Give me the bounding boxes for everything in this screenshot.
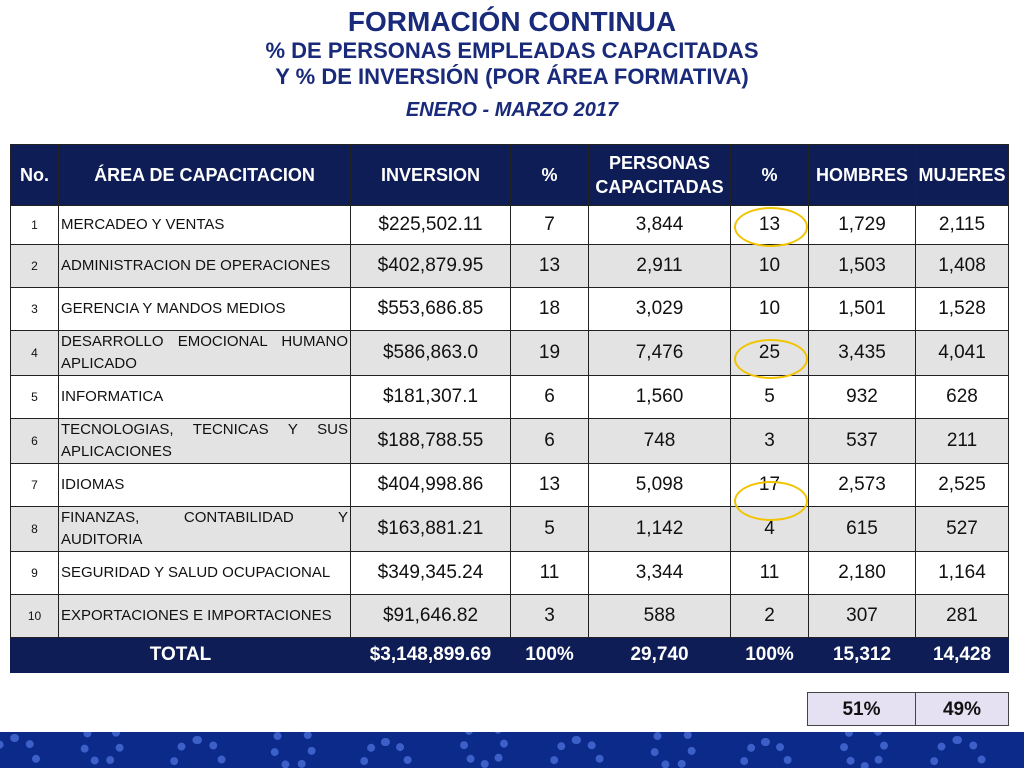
cell-no: 1 bbox=[11, 206, 59, 245]
cell-area: SEGURIDAD Y SALUD OCUPACIONAL bbox=[59, 552, 351, 595]
total-hombres: 15,312 bbox=[809, 638, 916, 673]
decorative-gear-band bbox=[0, 732, 1024, 768]
total-label: TOTAL bbox=[11, 638, 351, 673]
gear-icon bbox=[930, 736, 986, 768]
cell-hombres: 1,503 bbox=[809, 245, 916, 288]
cell-hombres: 1,729 bbox=[809, 206, 916, 245]
table-header-row bbox=[11, 145, 1009, 206]
cell-pct-inversion: 13 bbox=[511, 464, 589, 507]
cell-no: 4 bbox=[11, 331, 59, 376]
header-personas: PERSONAS CAPACITADAS bbox=[589, 145, 731, 206]
total-inversion: $3,148,899.69 bbox=[351, 638, 511, 673]
cell-area: FINANZAS, CONTABILIDAD Y AUDITORIA bbox=[59, 507, 351, 552]
cell-area: INFORMATICA bbox=[59, 376, 351, 419]
table-row bbox=[11, 376, 1009, 419]
cell-pct-personas: 2 bbox=[731, 595, 809, 638]
cell-hombres: 2,573 bbox=[809, 464, 916, 507]
cell-hombres: 537 bbox=[809, 419, 916, 464]
cell-pct-inversion: 3 bbox=[511, 595, 589, 638]
table-row bbox=[11, 595, 1009, 638]
cell-personas: 588 bbox=[589, 595, 731, 638]
table-row bbox=[11, 288, 1009, 331]
highlight-circle-row-1 bbox=[734, 207, 808, 247]
cell-hombres: 932 bbox=[809, 376, 916, 419]
header-pct-inversion: % bbox=[511, 145, 589, 206]
cell-pct-inversion: 19 bbox=[511, 331, 589, 376]
cell-inversion: $586,863.0 bbox=[351, 331, 511, 376]
cell-inversion: $225,502.11 bbox=[351, 206, 511, 245]
gear-icon bbox=[80, 732, 124, 766]
gear-icon bbox=[550, 736, 604, 768]
gear-icon bbox=[460, 732, 508, 768]
cell-pct-inversion: 13 bbox=[511, 245, 589, 288]
hombres-percentage: 51% bbox=[807, 692, 916, 726]
cell-inversion: $181,307.1 bbox=[351, 376, 511, 419]
cell-pct-inversion: 11 bbox=[511, 552, 589, 595]
training-table bbox=[10, 144, 1009, 673]
cell-pct-inversion: 18 bbox=[511, 288, 589, 331]
cell-no: 9 bbox=[11, 552, 59, 595]
cell-hombres: 307 bbox=[809, 595, 916, 638]
cell-pct-personas: 10 bbox=[731, 288, 809, 331]
cell-pct-personas: 5 bbox=[731, 376, 809, 419]
cell-no: 8 bbox=[11, 507, 59, 552]
cell-area: GERENCIA Y MANDOS MEDIOS bbox=[59, 288, 351, 331]
cell-mujeres: 628 bbox=[916, 376, 1009, 419]
cell-personas: 5,098 bbox=[589, 464, 731, 507]
cell-pct-personas: 3 bbox=[731, 419, 809, 464]
cell-mujeres: 1,164 bbox=[916, 552, 1009, 595]
gear-icon bbox=[270, 732, 316, 768]
cell-inversion: $349,345.24 bbox=[351, 552, 511, 595]
page-subtitle-1: % DE PERSONAS EMPLEADAS CAPACITADAS bbox=[265, 38, 759, 63]
cell-area: DESARROLLO EMOCIONAL HUMANO APLICADO bbox=[59, 331, 351, 376]
cell-pct-personas: 25 bbox=[731, 331, 809, 376]
cell-pct-inversion: 7 bbox=[511, 206, 589, 245]
cell-area: IDIOMAS bbox=[59, 464, 351, 507]
cell-no: 5 bbox=[11, 376, 59, 419]
cell-area: ADMINISTRACION DE OPERACIONES bbox=[59, 245, 351, 288]
cell-personas: 7,476 bbox=[589, 331, 731, 376]
cell-mujeres: 1,528 bbox=[916, 288, 1009, 331]
cell-mujeres: 4,041 bbox=[916, 331, 1009, 376]
header-inversion: INVERSION bbox=[351, 145, 511, 206]
cell-personas: 1,142 bbox=[589, 507, 731, 552]
header-area: ÁREA DE CAPACITACION bbox=[59, 145, 351, 206]
cell-mujeres: 281 bbox=[916, 595, 1009, 638]
table-row bbox=[11, 331, 1009, 376]
cell-personas: 1,560 bbox=[589, 376, 731, 419]
page-subtitle-2: Y % DE INVERSIÓN (POR ÁREA FORMATIVA) bbox=[275, 64, 749, 89]
cell-no: 10 bbox=[11, 595, 59, 638]
table-row bbox=[11, 206, 1009, 245]
cell-hombres: 615 bbox=[809, 507, 916, 552]
cell-personas: 3,844 bbox=[589, 206, 731, 245]
table-row bbox=[11, 507, 1009, 552]
total-personas: 29,740 bbox=[589, 638, 731, 673]
cell-no: 3 bbox=[11, 288, 59, 331]
total-pct-inversion: 100% bbox=[511, 638, 589, 673]
table-row bbox=[11, 245, 1009, 288]
gear-icon bbox=[0, 734, 40, 768]
gear-icon bbox=[740, 738, 792, 768]
cell-personas: 748 bbox=[589, 419, 731, 464]
highlight-circle-row-7 bbox=[734, 481, 808, 521]
total-mujeres: 14,428 bbox=[916, 638, 1009, 673]
header-hombres: HOMBRES bbox=[809, 145, 916, 206]
cell-pct-personas: 10 bbox=[731, 245, 809, 288]
cell-inversion: $553,686.85 bbox=[351, 288, 511, 331]
header-mujeres: MUJERES bbox=[916, 145, 1009, 206]
period-label: ENERO - MARZO 2017 bbox=[405, 99, 619, 121]
cell-personas: 2,911 bbox=[589, 245, 731, 288]
cell-area: TECNOLOGIAS, TECNICAS Y SUS APLICACIONES bbox=[59, 419, 351, 464]
cell-mujeres: 1,408 bbox=[916, 245, 1009, 288]
cell-pct-inversion: 6 bbox=[511, 419, 589, 464]
cell-hombres: 2,180 bbox=[809, 552, 916, 595]
cell-mujeres: 211 bbox=[916, 419, 1009, 464]
cell-inversion: $163,881.21 bbox=[351, 507, 511, 552]
cell-pct-personas: 17 bbox=[731, 464, 809, 507]
cell-inversion: $404,998.86 bbox=[351, 464, 511, 507]
header-no: No. bbox=[11, 145, 59, 206]
cell-inversion: $188,788.55 bbox=[351, 419, 511, 464]
cell-inversion: $91,646.82 bbox=[351, 595, 511, 638]
total-pct-personas: 100% bbox=[731, 638, 809, 673]
cell-pct-inversion: 6 bbox=[511, 376, 589, 419]
cell-pct-personas: 11 bbox=[731, 552, 809, 595]
mujeres-percentage: 49% bbox=[915, 692, 1009, 726]
title-block bbox=[0, 6, 1024, 122]
cell-hombres: 3,435 bbox=[809, 331, 916, 376]
cell-pct-personas: 4 bbox=[731, 507, 809, 552]
cell-hombres: 1,501 bbox=[809, 288, 916, 331]
page-title: FORMACIÓN CONTINUA bbox=[347, 6, 677, 37]
cell-pct-inversion: 5 bbox=[511, 507, 589, 552]
cell-inversion: $402,879.95 bbox=[351, 245, 511, 288]
gear-icon bbox=[840, 732, 888, 768]
total-row bbox=[11, 638, 1009, 673]
cell-personas: 3,029 bbox=[589, 288, 731, 331]
cell-no: 7 bbox=[11, 464, 59, 507]
cell-mujeres: 527 bbox=[916, 507, 1009, 552]
cell-mujeres: 2,525 bbox=[916, 464, 1009, 507]
gear-icon bbox=[360, 738, 412, 768]
cell-area: EXPORTACIONES E IMPORTACIONES bbox=[59, 595, 351, 638]
table-row bbox=[11, 464, 1009, 507]
cell-area: MERCADEO Y VENTAS bbox=[59, 206, 351, 245]
table-row bbox=[11, 552, 1009, 595]
cell-pct-personas: 13 bbox=[731, 206, 809, 245]
header-pct-personas: % bbox=[731, 145, 809, 206]
gear-icon bbox=[650, 732, 696, 768]
cell-no: 2 bbox=[11, 245, 59, 288]
cell-personas: 3,344 bbox=[589, 552, 731, 595]
cell-mujeres: 2,115 bbox=[916, 206, 1009, 245]
gear-icon bbox=[170, 736, 226, 768]
highlight-circle-row-4 bbox=[734, 339, 808, 379]
cell-no: 6 bbox=[11, 419, 59, 464]
table-row bbox=[11, 419, 1009, 464]
